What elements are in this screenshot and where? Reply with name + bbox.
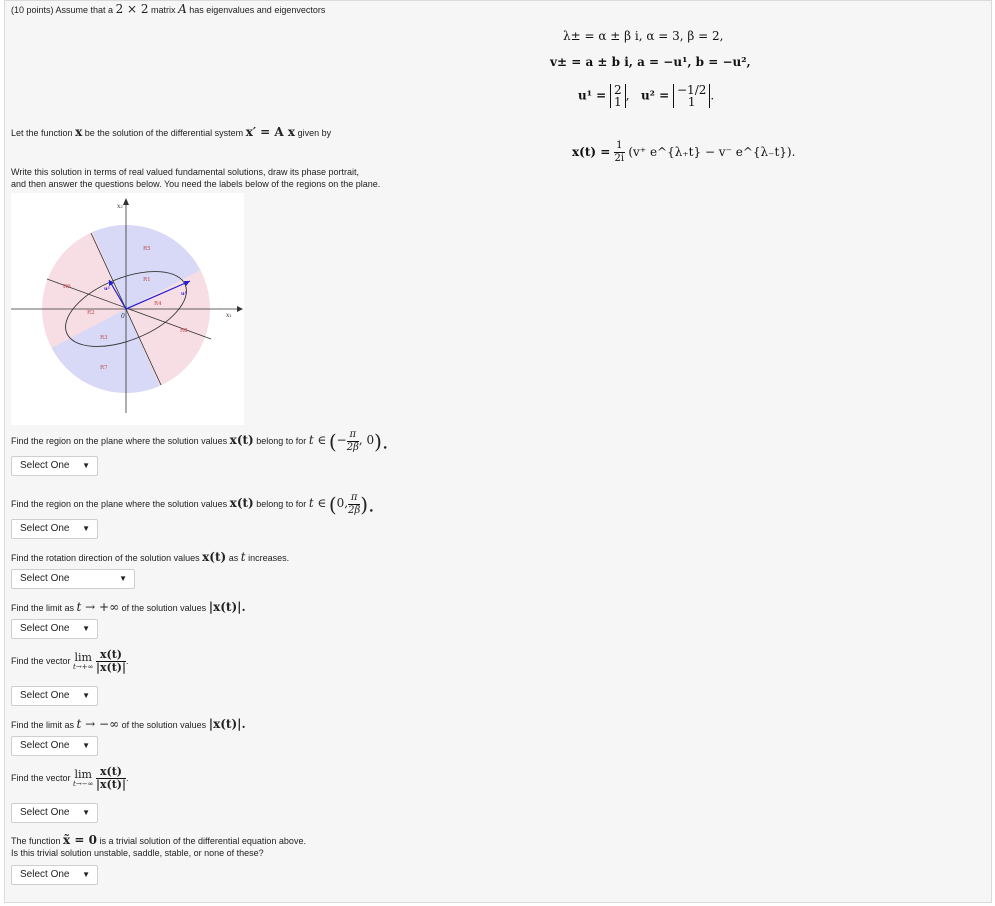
let-c: given by <box>297 128 332 138</box>
q2-select[interactable] <box>11 519 98 539</box>
q7-fraction <box>96 766 126 791</box>
q2-t: t ∈ <box>308 495 327 510</box>
origin-label: 0 <box>121 313 125 320</box>
q6-expr: t → −∞ <box>76 717 120 731</box>
q1-select[interactable] <box>11 456 98 476</box>
q6-x: |x(t)|. <box>208 717 246 731</box>
q2-open-paren: ( <box>328 492 337 517</box>
q8-select[interactable] <box>11 865 98 885</box>
solution-frac-num: 1 <box>616 140 623 151</box>
eigenvalue-line: λ± = α ± β i, α = 3, β = 2, <box>563 29 724 43</box>
q7-select-label: Select One <box>20 807 70 818</box>
let-x: x <box>75 125 83 139</box>
region-label-R8: R8 <box>180 328 188 334</box>
question-3 <box>11 551 289 564</box>
q1-close-paren: ). <box>374 429 389 454</box>
q4-text: Find the limit as <box>11 603 75 613</box>
chevron-down-icon: ▼ <box>82 870 90 879</box>
q2-close-paren: ). <box>360 492 375 517</box>
q2-num: π <box>348 492 360 505</box>
question-8-line-2: Is this trivial solution unstable, saddle, stable, or none of these? <box>11 848 264 858</box>
solution-rhs: (v⁺ e^{λ₊t} − v⁻ e^{λ₋t}). <box>628 145 796 159</box>
q8-a: The function <box>11 836 61 846</box>
q5-den: |x(t)| <box>95 661 126 674</box>
axis-x2-label: x₂ <box>117 203 123 210</box>
intro-dims: 2 × 2 <box>115 2 149 16</box>
u2-bottom: 1 <box>687 95 696 109</box>
q1-select-label: Select One <box>20 460 70 471</box>
solution-frac-den: 2i <box>614 153 625 164</box>
phase-portrait-figure <box>11 193 244 425</box>
q6-text: Find the limit as <box>11 720 75 730</box>
q2-left: 0, <box>336 495 349 510</box>
chevron-down-icon: ▼ <box>82 691 90 700</box>
q1-num: π <box>347 429 359 442</box>
region-label-R4: R4 <box>154 301 162 307</box>
let-function-text <box>11 126 331 139</box>
region-label-R1: R1 <box>143 277 151 283</box>
q5-lim-word: lim <box>74 651 92 664</box>
region-label-R2: R2 <box>87 310 95 316</box>
q3-x: x(t) <box>202 550 227 564</box>
u2-top: −1/2 <box>677 83 707 97</box>
u2-label-fig: u² <box>104 286 110 292</box>
q2-select-label: Select One <box>20 523 70 534</box>
region-label-R5: R5 <box>143 246 151 252</box>
question-4 <box>11 601 246 614</box>
question-2 <box>11 492 374 517</box>
chevron-down-icon: ▼ <box>82 524 90 533</box>
q7-num: x(t) <box>96 766 126 779</box>
intro-part-c: has eigenvalues and eigenvectors <box>189 5 326 15</box>
q1-open-paren: ( <box>328 429 337 454</box>
chevron-down-icon: ▼ <box>82 808 90 817</box>
q7-lim-sub: t→−∞ <box>73 780 94 788</box>
q1-text: Find the region on the plane where the solution values <box>11 435 228 446</box>
question-6 <box>11 718 246 731</box>
q3-select[interactable] <box>11 569 135 589</box>
question-7: Find the vector lim t→−∞ $\frac{x(t)}{|x(t)|}$ . <box>11 765 129 791</box>
q1-minus: − <box>336 432 347 447</box>
q2-belong: belong to for <box>256 498 307 509</box>
q5-select[interactable] <box>11 686 98 706</box>
q1-fraction <box>347 429 359 454</box>
q2-den: 2β <box>348 505 361 516</box>
eigenvector-line: v± = a ± b i, a = −u¹, b = −u², <box>550 55 751 69</box>
q2-text: Find the region on the plane where the solution values <box>11 498 228 509</box>
region-label-R6: R6 <box>63 284 71 290</box>
q4-select[interactable] <box>11 619 98 639</box>
q1-t: t ∈ <box>308 432 327 447</box>
solution-formula <box>572 140 795 165</box>
q5-select-label: Select One <box>20 690 70 701</box>
q1-right: , 0 <box>358 432 375 447</box>
q1-belong: belong to for <box>256 435 307 446</box>
question-1 <box>11 429 388 454</box>
q4-of: of the solution values <box>121 603 207 613</box>
q3-t: t <box>240 550 246 564</box>
q5-num: x(t) <box>96 649 126 662</box>
q2-x: x(t) <box>229 495 254 510</box>
solution-fraction <box>614 140 624 165</box>
u-vectors: u¹ = 2 1 , u² = −1/2 1 . <box>578 83 715 109</box>
q7-select[interactable] <box>11 803 98 823</box>
q4-select-label: Select One <box>20 623 70 634</box>
chevron-down-icon: ▼ <box>82 741 90 750</box>
solution-lhs: x(t) = <box>572 145 611 159</box>
u1-bottom: 1 <box>614 95 622 109</box>
u1-label-fig: u¹ <box>181 291 187 297</box>
question-5: Find the vector lim t→+∞ $\frac{x(t)}{|x(t)|}$ . <box>11 648 129 674</box>
q6-select[interactable] <box>11 736 98 756</box>
let-eq: x′ = A x <box>245 125 296 139</box>
q1-den: 2β <box>346 442 359 453</box>
q6-select-label: Select One <box>20 740 70 751</box>
chevron-down-icon: ▼ <box>82 461 90 470</box>
q2-fraction <box>348 492 360 517</box>
q5-lim <box>73 652 93 671</box>
q5-fraction <box>96 649 126 674</box>
q4-expr: t → +∞ <box>76 600 120 614</box>
let-a: Let the function <box>11 128 73 138</box>
q6-of: of the solution values <box>121 720 207 730</box>
let-b: be the solution of the differential system <box>84 128 244 138</box>
q8-eq: x̃ = 0 <box>63 833 97 847</box>
u2-matrix <box>673 84 710 108</box>
q3-increases: increases. <box>248 553 290 563</box>
intro-text <box>11 3 325 16</box>
chevron-down-icon: ▼ <box>119 574 127 583</box>
q3-as: as <box>228 553 239 563</box>
q5-text: Find the vector <box>11 655 71 666</box>
q7-lim-word: lim <box>74 768 92 781</box>
q3-select-label: Select One <box>20 573 70 584</box>
region-label-R7: R7 <box>100 365 108 371</box>
intro-part-a: (10 points) Assume that a <box>11 5 114 15</box>
question-8 <box>11 834 306 847</box>
chevron-down-icon: ▼ <box>82 624 90 633</box>
instructions-line-1: Write this solution in terms of real valued fundamental solutions, draw its phase portrait, <box>11 167 360 177</box>
q7-lim <box>73 769 93 788</box>
intro-part-b: matrix <box>151 5 176 15</box>
u1-top: 2 <box>614 83 622 97</box>
q8-select-label: Select One <box>20 869 70 880</box>
q7-den: |x(t)| <box>95 778 126 791</box>
q4-x: |x(t)|. <box>208 600 246 614</box>
u2-label: u² = <box>640 88 670 103</box>
q3-text: Find the rotation direction of the solution values <box>11 553 200 563</box>
q1-x: x(t) <box>229 432 254 447</box>
q5-lim-sub: t→+∞ <box>73 663 94 671</box>
intro-matrix-A: A <box>178 2 187 16</box>
q7-text: Find the vector <box>11 772 71 783</box>
u1-matrix <box>610 84 626 108</box>
region-label-R3: R3 <box>100 335 108 341</box>
q8-b: is a trivial solution of the differential equation above. <box>99 836 306 846</box>
axis-x1-label: x₁ <box>226 312 232 319</box>
u1-label: u¹ = <box>578 88 607 103</box>
instructions-line-2: and then answer the questions below. You need the labels below of the regions on the plane. <box>11 179 381 189</box>
